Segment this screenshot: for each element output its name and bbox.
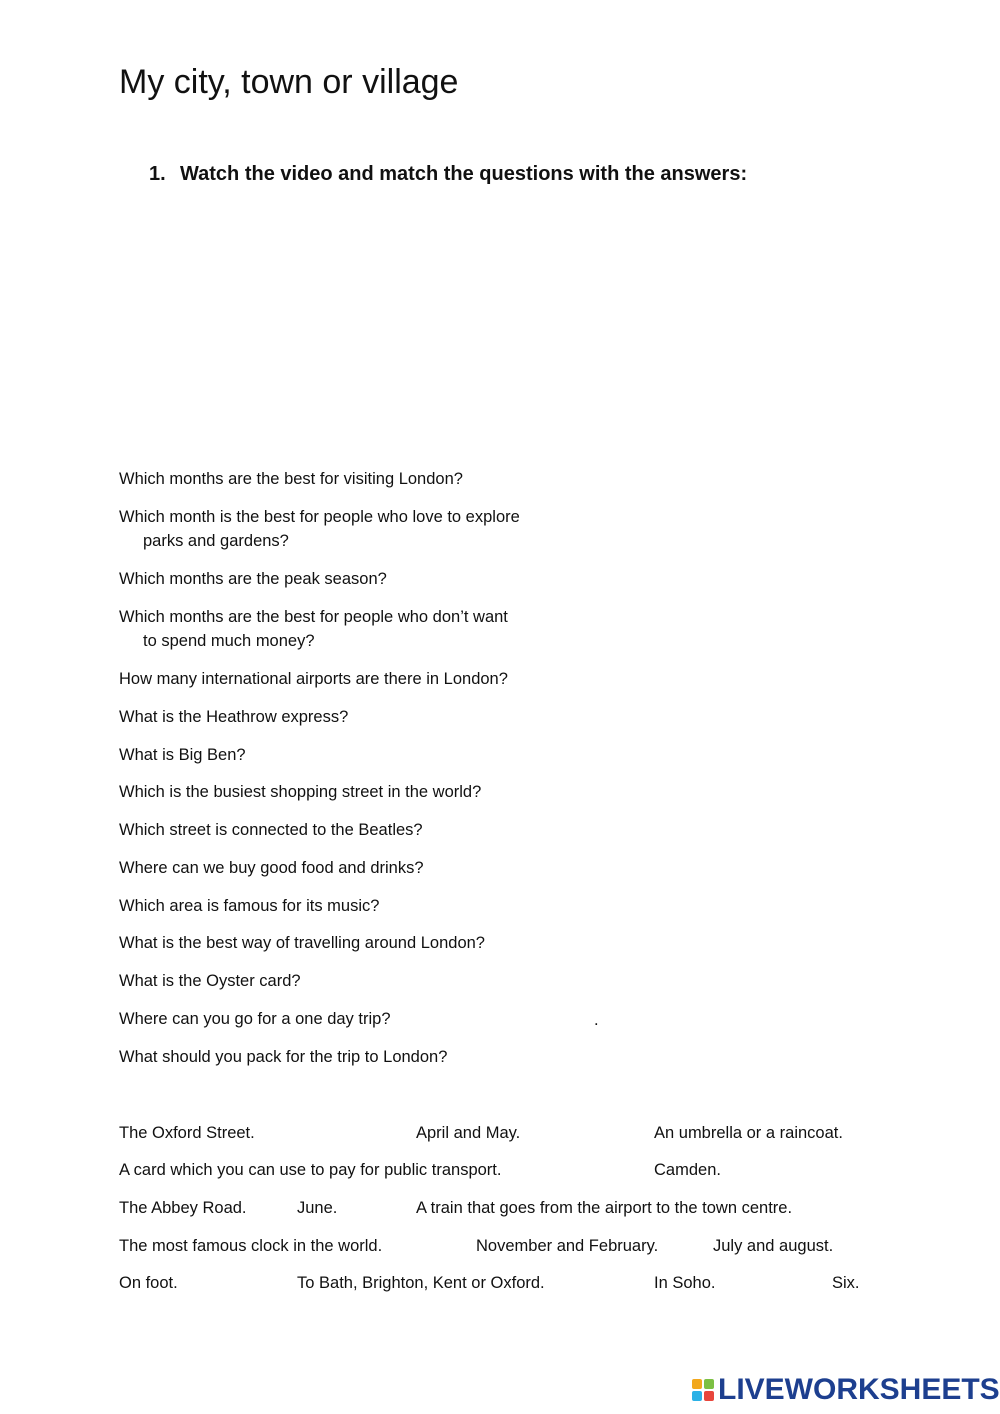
answer-option: November and February. [476,1237,659,1255]
question-item [119,505,520,553]
question-text: Where can we buy good food and drinks? [119,859,424,877]
question-text: What is Big Ben? [119,746,246,764]
question-item [119,856,424,880]
question-item [119,467,463,491]
answer-option: A train that goes from the airport to the town centre. [416,1199,793,1217]
mark-square [704,1391,714,1401]
question-text-continued: parks and gardens? [143,532,289,550]
question-item [119,567,387,591]
answer-option: The Oxford Street. [119,1124,255,1142]
question-text: Which is the busiest shopping street in the world? [119,783,482,801]
question-item [119,743,246,767]
answer-option: A card which you can use to pay for public transport. [119,1161,502,1179]
answer-option: Six. [832,1274,860,1292]
task-instruction: Watch the video and match the questions with the answers: [180,163,748,185]
liveworksheets-wordmark: LIVEWORKSHEETS [718,1373,1000,1406]
answer-option: Camden. [654,1161,721,1179]
answer-option: The most famous clock in the world. [119,1237,383,1255]
liveworksheets-logo [692,1374,1000,1406]
answer-option: In Soho. [654,1274,716,1292]
question-item [119,1045,447,1069]
task-heading [149,160,747,188]
question-item [119,894,379,918]
question-text: Which street is connected to the Beatles? [119,821,423,839]
page-title: My city, town or village [119,63,459,101]
question-item [119,667,508,691]
question-item [119,1007,391,1031]
question-text: Which months are the best for visiting London? [119,470,463,488]
mark-square [692,1391,702,1401]
question-text: Where can you go for a one day trip? [119,1010,391,1028]
mark-square [704,1379,714,1389]
answer-option: On foot. [119,1274,178,1292]
question-text: How many international airports are there in London? [119,670,508,688]
question-text: What is the best way of travelling around London? [119,934,485,952]
question-text: Which area is famous for its music? [119,897,380,915]
question-text: Which months are the best for people who don’t want [119,608,508,626]
question-text: Which months are the peak season? [119,570,387,588]
question-item [119,931,485,955]
liveworksheets-mark-icon [692,1379,714,1401]
question-text-continued: to spend much money? [143,632,315,650]
answer-option: April and May. [416,1124,521,1142]
question-text: What is the Heathrow express? [119,708,349,726]
question-item [119,705,348,729]
question-item [119,969,301,993]
question-item [119,818,423,842]
answer-option: July and august. [713,1237,834,1255]
question-item [119,780,481,804]
question-text: Which month is the best for people who love to explore [119,508,520,526]
answer-option: An umbrella or a raincoat. [654,1124,843,1142]
mark-square [692,1379,702,1389]
question-text: What should you pack for the trip to London? [119,1048,448,1066]
answer-option: To Bath, Brighton, Kent or Oxford. [297,1274,545,1292]
stray-period: . [594,1011,599,1029]
answer-option: June. [297,1199,338,1217]
task-number: 1. [149,163,166,185]
question-text: What is the Oyster card? [119,972,301,990]
question-item [119,605,508,653]
answer-option: The Abbey Road. [119,1199,247,1217]
